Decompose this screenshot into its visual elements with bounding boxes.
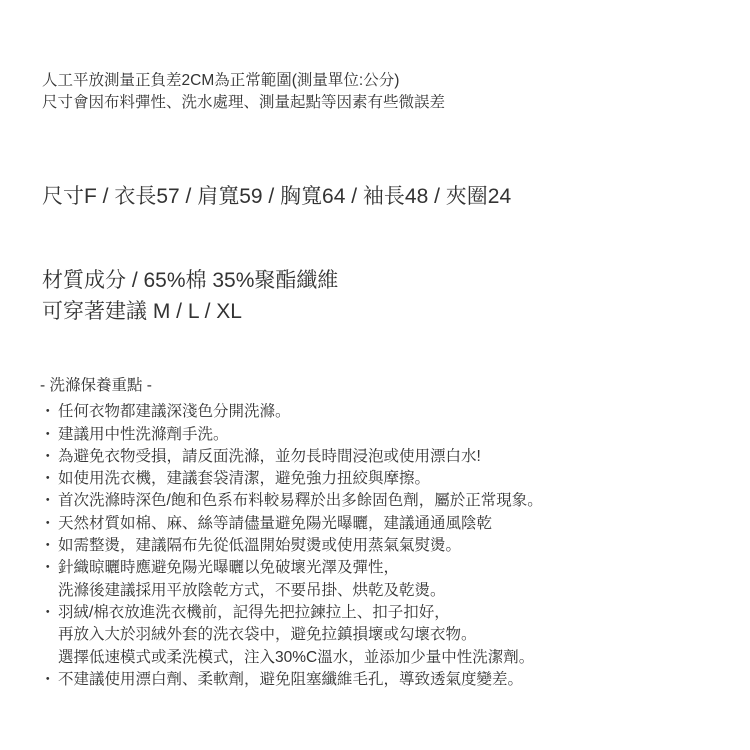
care-line [40, 669, 730, 691]
care-line-text: 再放入大於羽絨外套的洗衣袋中，避免拉鎮損壞或勾壞衣物。 [58, 626, 477, 644]
bullet-dot: ・ [40, 537, 56, 555]
bullet-dot: ・ [40, 559, 56, 577]
fit-recommendation: 可穿著建議 M / L / XL [42, 300, 242, 323]
care-line [40, 446, 730, 468]
measurement-note-line-1: 人工平放測量正負差2CM為正常範圍(測量單位:公分) [42, 72, 400, 89]
care-line-text: 不建議使用漂白劑、柔軟劑，避免阻塞纖維毛孔，導致透氣度變差。 [58, 670, 524, 688]
care-line-text: 羽絨/棉衣放進洗衣機前，記得先把拉鍊拉上、扣子扣好， [58, 603, 450, 621]
care-line [40, 602, 730, 624]
care-line [40, 535, 730, 557]
material-info [42, 265, 730, 327]
care-line [40, 513, 730, 535]
care-line-text: 選擇低速模式或柔洗模式，注入30%C溫水，並添加少量中性洗潔劑。 [58, 648, 535, 666]
care-line-continuation [40, 624, 730, 646]
bullet-dot: ・ [40, 470, 56, 488]
care-line-text: 首次洗滌時深色/飽和色系布料較易釋於出多餘固色劑，屬於正常現象。 [58, 492, 543, 510]
bullet-dot: ・ [40, 670, 56, 688]
bullet-dot: ・ [40, 492, 56, 510]
measurement-note-line-2: 尺寸會因布料彈性、洗水處理、測量起點等因素有些微誤差 [42, 94, 446, 112]
care-line-text: 針織晾曬時應避免陽光曝曬以免破壞光澤及彈性， [58, 559, 400, 577]
care-line-text: 任何衣物都建議深淺色分開洗滌。 [58, 403, 291, 421]
care-line [40, 401, 730, 423]
care-instructions [40, 375, 730, 691]
care-section-title: - 洗滌保養重點 - [40, 377, 152, 394]
material-composition: 材質成分 / 65%棉 35%聚酯纖維 [42, 269, 339, 292]
bullet-dot: ・ [40, 447, 56, 465]
bullet-dot: ・ [40, 403, 56, 421]
bullet-dot: ・ [40, 514, 56, 532]
bullet-dot: ・ [40, 603, 56, 621]
care-line-text: 洗滌後建議採用平放陰乾方式，不要吊掛、烘乾及乾燙。 [58, 581, 446, 599]
care-line [40, 468, 730, 490]
care-line [40, 424, 730, 446]
care-line-continuation [40, 647, 730, 669]
care-line-text: 建議用中性洗滌劑手洗。 [58, 425, 229, 443]
care-line-text: 如需整燙，建議隔布先從低溫開始熨燙或使用蒸氣氣熨燙。 [58, 537, 462, 555]
care-line-text: 天然材質如棉、麻、絲等請儘量避免陽光曝曬，建議通通風陰乾 [58, 514, 493, 532]
care-line [40, 490, 730, 512]
care-line-continuation [40, 580, 730, 602]
care-line-text: 如使用洗衣機，建議套袋清潔，避免強力扭絞與摩擦。 [58, 470, 431, 488]
measurement-notes [42, 70, 730, 115]
size-spec-line: 尺寸F / 衣長57 / 肩寬59 / 胸寬64 / 袖長48 / 夾圈24 [42, 185, 512, 208]
care-line [40, 557, 730, 579]
bullet-dot: ・ [40, 425, 56, 443]
care-line-text: 為避免衣物受損，請反面洗滌，並勿長時間浸泡或使用漂白水! [58, 447, 481, 465]
